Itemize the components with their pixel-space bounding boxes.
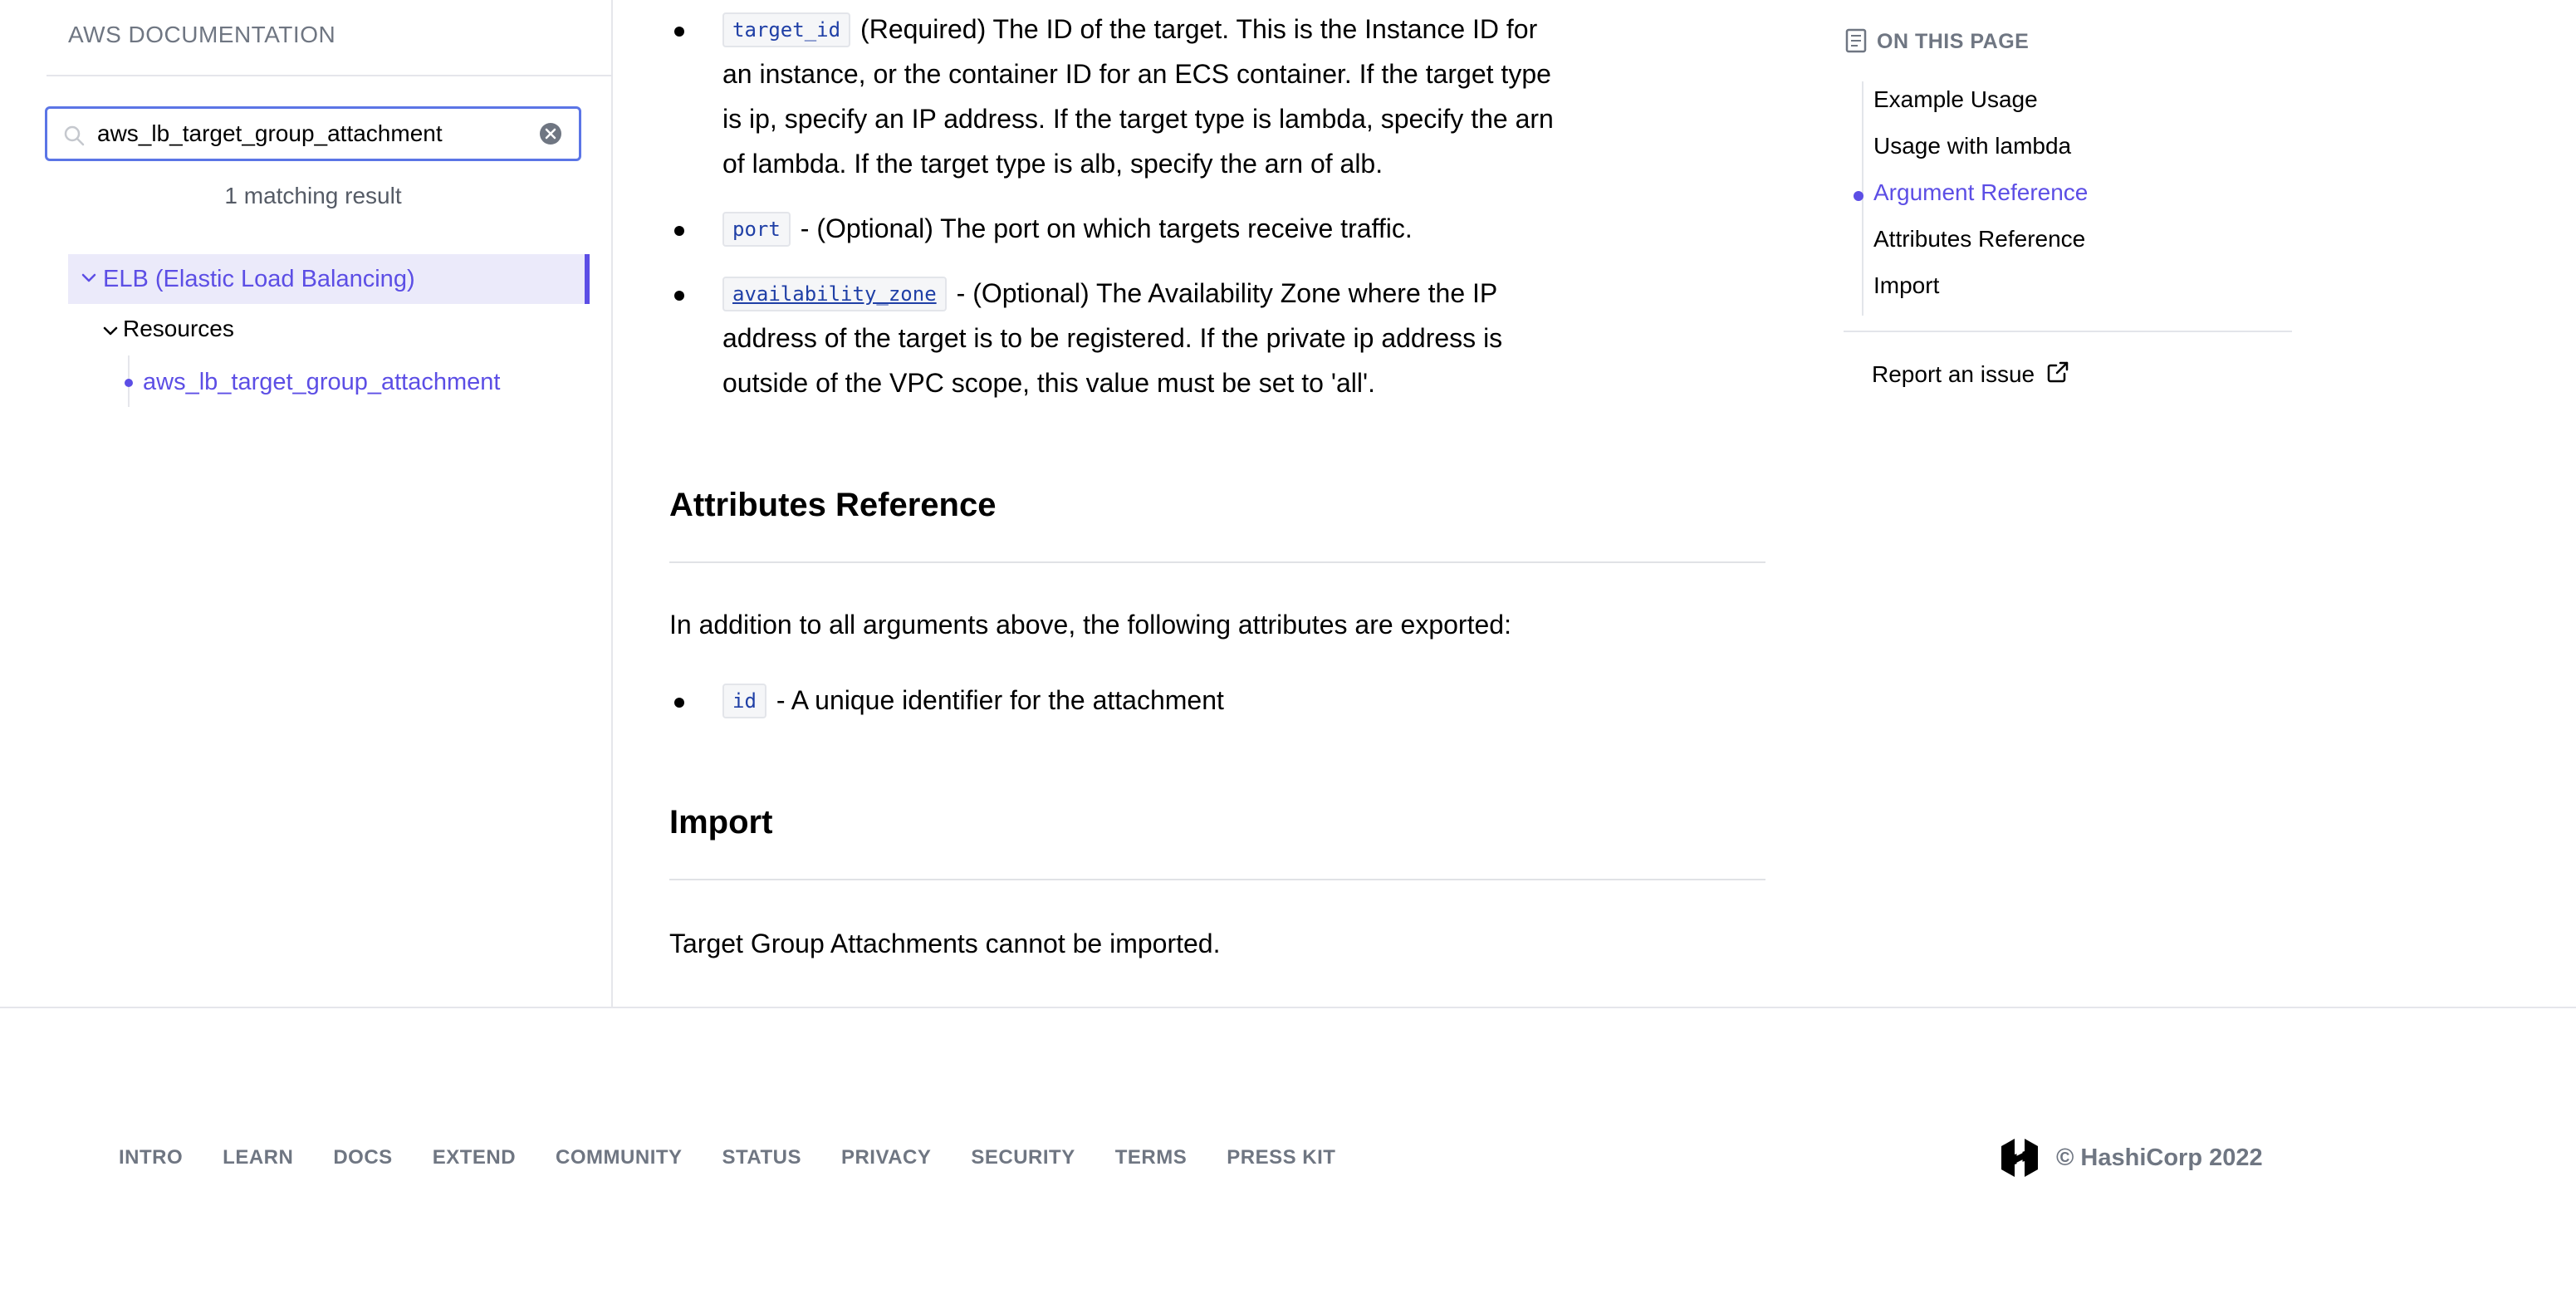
toc-heading-label: ON THIS PAGE — [1877, 30, 2030, 53]
list-item — [661, 7, 1558, 186]
report-issue-link[interactable] — [1872, 360, 2069, 388]
footer-link-security[interactable]: SECURITY — [971, 1146, 1075, 1169]
arguments-list — [661, 7, 1558, 405]
footer-link-terms[interactable]: TERMS — [1114, 1146, 1188, 1169]
toc-active-dot-icon — [1854, 191, 1863, 201]
section-divider — [669, 879, 1765, 880]
toc-item-usage-with-lambda[interactable]: Usage with lambda — [1873, 133, 2072, 159]
code-target-id: target_id — [722, 12, 850, 47]
active-dot-icon — [125, 379, 133, 387]
external-link-icon — [2046, 360, 2069, 384]
toc-divider — [1844, 331, 2292, 332]
chevron-down-icon — [101, 322, 120, 341]
search-input[interactable] — [97, 117, 529, 150]
footer-link-press-kit[interactable]: PRESS KIT — [1227, 1146, 1336, 1169]
code-availability-zone[interactable]: availability_zone — [722, 277, 947, 311]
list-item — [661, 206, 1558, 251]
copyright-text: © HashiCorp 2022 — [2056, 1145, 2263, 1171]
toc-item-attributes-reference[interactable]: Attributes Reference — [1873, 226, 2086, 252]
footer-link-community[interactable]: COMMUNITY — [556, 1146, 683, 1169]
list-item — [661, 271, 1558, 405]
clear-search-icon[interactable] — [539, 122, 562, 145]
toc-item-argument-reference[interactable]: Argument Reference — [1873, 179, 2089, 205]
footer-link-status[interactable]: STATUS — [722, 1146, 801, 1169]
sidebar-item-label: ELB (Elastic Load Balancing) — [103, 266, 415, 292]
footer-link-extend[interactable]: EXTEND — [432, 1146, 517, 1169]
toc-item-import[interactable]: Import — [1873, 272, 1940, 298]
toc-item-example-usage[interactable]: Example Usage — [1873, 86, 2038, 112]
on-this-page-toc — [1844, 0, 2292, 432]
attributes-intro: In addition to all arguments above, the following attributes are exported: — [669, 610, 1511, 640]
code-port: port — [722, 212, 791, 247]
search-box[interactable] — [45, 106, 581, 161]
report-issue-label: Report an issue — [1872, 361, 2035, 387]
attribute-description: - A unique identifier for the attachment — [776, 685, 1224, 715]
list-item — [661, 678, 1558, 723]
sidebar — [0, 0, 613, 1007]
footer-link-learn[interactable]: LEARN — [223, 1146, 294, 1169]
argument-description: (Required) The ID of the target. This is the Instance ID for an instance, or the container ID for an ECS container. If the target type is ip, specify an IP address. If the target type is lambda, specify the arn of lambda. If the target type is alb, specify the arn of alb. — [722, 14, 1554, 179]
sidebar-heading: AWS DOCUMENTATION — [68, 22, 336, 47]
document-icon — [1845, 28, 1867, 53]
import-text: Target Group Attachments cannot be imported. — [669, 929, 1221, 958]
search-result-count: 1 matching result — [224, 183, 402, 208]
footer-link-privacy[interactable]: PRIVACY — [840, 1146, 932, 1169]
footer-link-intro[interactable]: INTRO — [119, 1146, 184, 1169]
chevron-down-icon — [80, 269, 98, 287]
argument-description: - (Optional) The Availability Zone where the IP address of the target is to be registered. If the private ip address is outside of the VPC scope, this value must be set to 'all'. — [722, 278, 1503, 398]
sidebar-item-label: aws_lb_target_group_attachment — [143, 369, 501, 395]
sidebar-item-elb[interactable] — [68, 254, 590, 304]
code-id: id — [722, 684, 766, 718]
sidebar-item-label: Resources — [123, 316, 234, 341]
footer-divider — [0, 1007, 2576, 1008]
section-divider — [669, 561, 1765, 563]
attributes-list — [661, 678, 1558, 723]
footer-link-docs[interactable]: DOCS — [333, 1146, 393, 1169]
attributes-reference-heading: Attributes Reference — [669, 487, 997, 523]
footer-nav — [119, 1146, 1375, 1173]
sidebar-divider — [47, 75, 613, 76]
main-content — [615, 0, 1777, 1007]
argument-description: - (Optional) The port on which targets receive traffic. — [800, 213, 1413, 243]
import-heading: Import — [669, 804, 773, 841]
search-icon — [62, 124, 86, 147]
hashicorp-logo-icon[interactable] — [1996, 1135, 2043, 1181]
